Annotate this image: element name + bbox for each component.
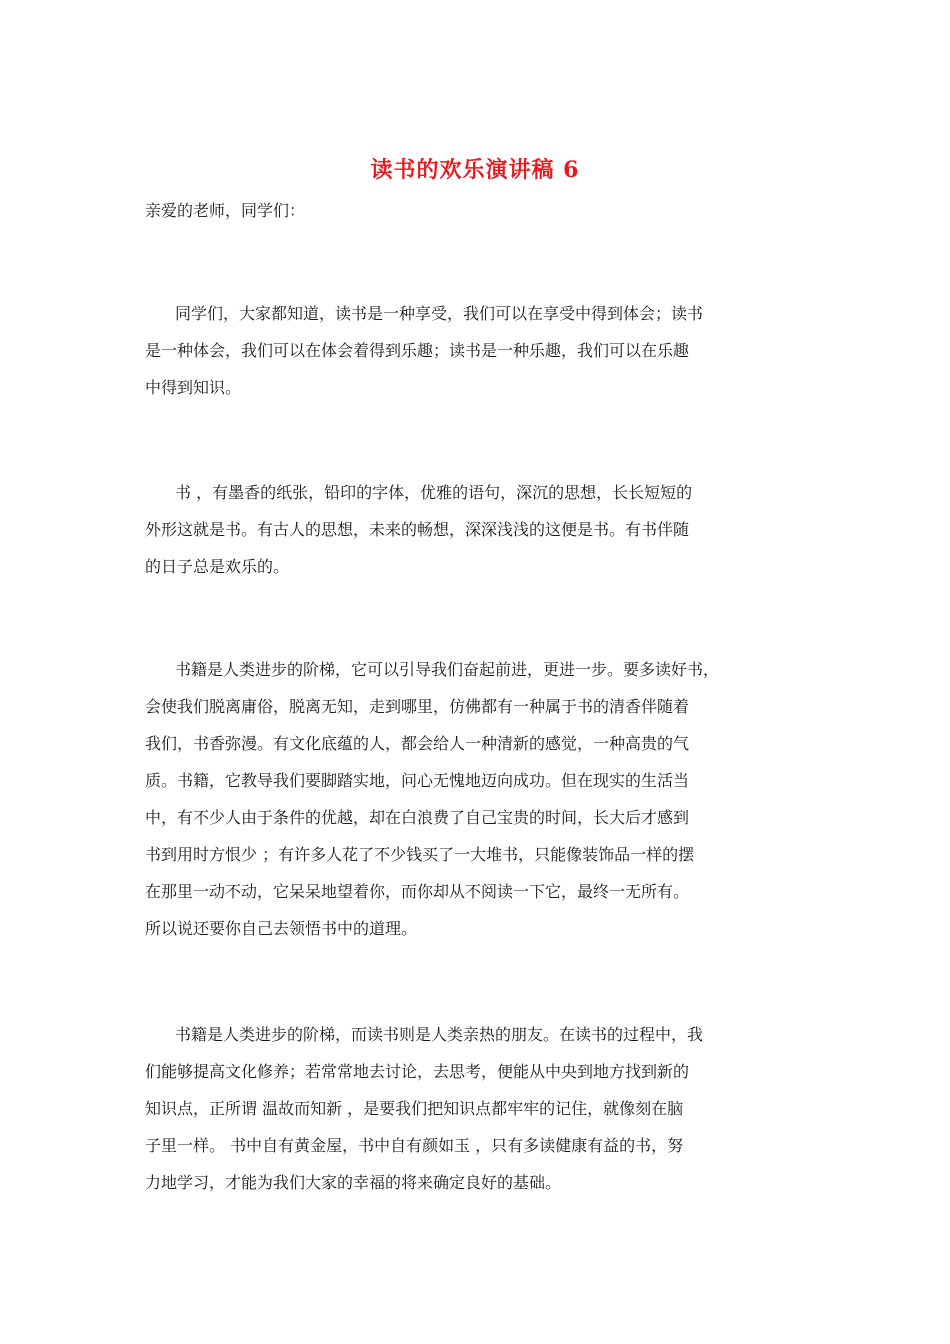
paragraph-line: 在那里一动不动，它呆呆地望着你，而你却从不阅读一下它，最终一无所有。 — [145, 882, 690, 901]
greeting-line: 亲爱的老师，同学们： — [145, 201, 306, 220]
paragraph-4 — [145, 1016, 845, 1201]
paragraph-line: 力地学习，才能为我们大家的幸福的将来确定良好的基础。 — [145, 1173, 562, 1192]
paragraph-line: 书 ，有墨香的纸张，铅印的字体，优雅的语句，深沉的思想，长长短短的 — [175, 483, 693, 502]
paragraph-line: 外形这就是书。有古人的思想，未来的畅想，深深浅浅的这便是书。有书伴随 — [145, 520, 690, 539]
paragraph-line: 书籍是人类进步的阶梯，它可以引导我们奋起前进，更进一步。要多读好书， — [175, 660, 720, 679]
paragraph-2 — [145, 474, 845, 585]
paragraph-line: 书到用时方恨少 ；有许多人花了不少钱买了一大堆书，只能像装饰品一样的摆 — [145, 845, 695, 864]
paragraph-line: 是一种体会，我们可以在体会着得到乐趣；读书是一种乐趣，我们可以在乐趣 — [145, 341, 690, 360]
paragraph-line: 我们，书香弥漫。有文化底蕴的人，都会给人一种清新的感觉，一种高贵的气 — [145, 734, 690, 753]
paragraph-line: 中得到知识。 — [145, 378, 242, 397]
paragraph-line: 们能够提高文化修养；若常常地去讨论，去思考，便能从中央到地方找到新的 — [145, 1062, 690, 1081]
paragraph-line: 子里一样。 书中自有黄金屋，书中自有颜如玉 ，只有多读健康有益的书，努 — [145, 1136, 684, 1155]
paragraph-line: 书籍是人类进步的阶梯，而读书则是人类亲热的朋友。在读书的过程中，我 — [175, 1025, 704, 1044]
paragraph-line: 所以说还要你自己去领悟书中的道理。 — [145, 919, 418, 938]
paragraph-3 — [145, 651, 845, 947]
paragraph-line: 同学们，大家都知道，读书是一种享受，我们可以在享受中得到体会；读书 — [175, 304, 704, 323]
paragraph-line: 质。书籍，它教导我们要脚踏实地，问心无愧地迈向成功。但在现实的生活当 — [145, 771, 690, 790]
paragraph-line: 会使我们脱离庸俗，脱离无知，走到哪里，仿佛都有一种属于书的清香伴随着 — [145, 697, 690, 716]
paragraph-line: 的日子总是欢乐的。 — [145, 557, 290, 576]
paragraph-1 — [145, 295, 845, 406]
paragraph-line: 中，有不少人由于条件的优越，却在白浪费了自己宝贵的时间，长大后才感到 — [145, 808, 690, 827]
document-title: 读书的欢乐演讲稿 6 — [370, 157, 580, 183]
paragraph-line: 知识点，正所谓 温故而知新 ，是要我们把知识点都牢牢的记住，就像刻在脑 — [145, 1099, 684, 1118]
